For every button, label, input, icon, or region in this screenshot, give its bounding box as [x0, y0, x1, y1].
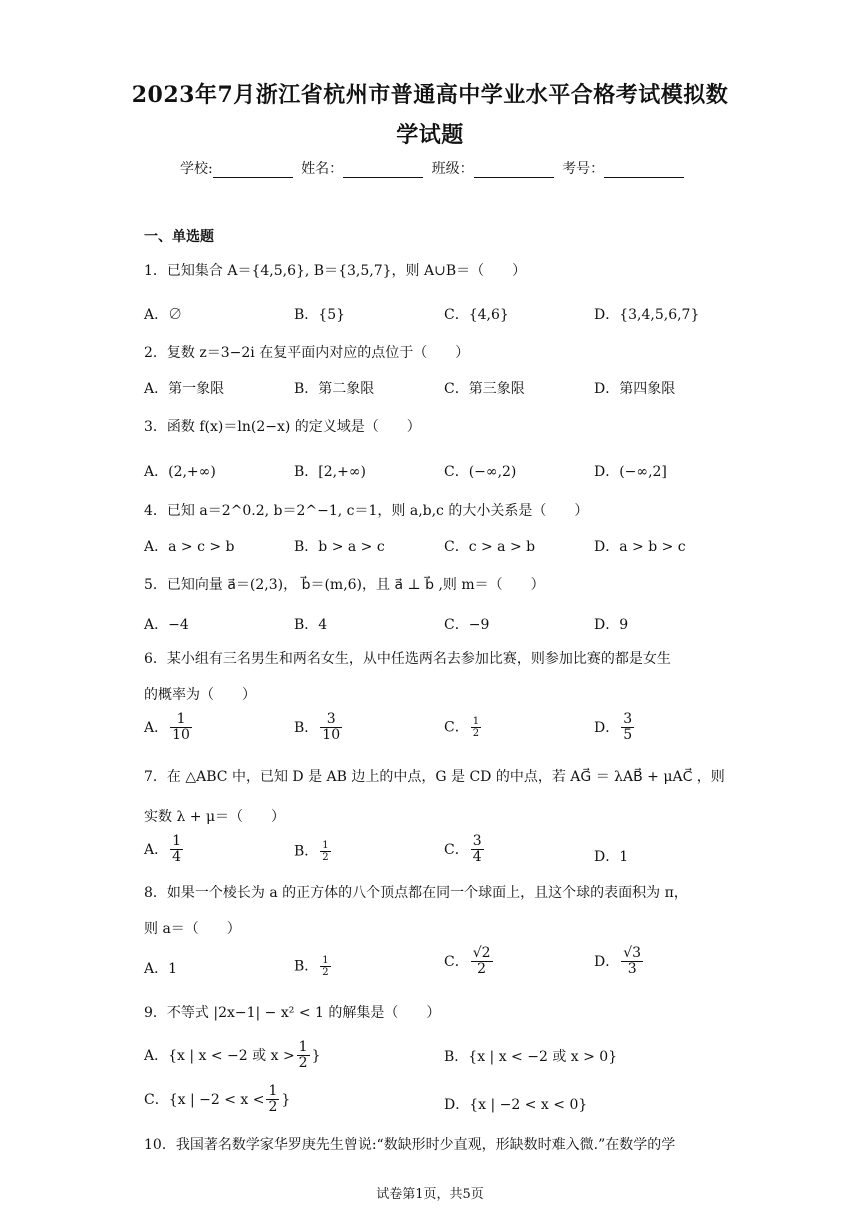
exam-no-blank — [604, 163, 684, 178]
q5-option-c: C．−9 — [444, 617, 490, 633]
q8-option-d-label: D． — [594, 953, 620, 970]
q9-option-a — [144, 1040, 321, 1072]
numerator: 3 — [326, 711, 336, 727]
q2-option-c: C．第三象限 — [444, 381, 525, 397]
name-blank — [343, 163, 423, 178]
q6-option-d-fraction — [621, 712, 634, 744]
q1-option-d: D．{3,4,5,6,7} — [594, 307, 700, 323]
q4-option-b: B．b > a > c — [294, 539, 385, 555]
q5-option-d: D．9 — [594, 617, 629, 633]
q9-option-c-fraction — [266, 1084, 279, 1116]
q7-option-a-fraction — [170, 834, 183, 866]
section-heading: 一、单选题 — [144, 229, 214, 245]
question-9: 9．不等式 |2x−1| − x² < 1 的解集是（ ） — [144, 1005, 441, 1021]
q1-option-a: A．∅ — [144, 307, 183, 323]
q8-option-b — [294, 955, 333, 978]
question-7-line2: 实数 λ + μ＝（ ） — [144, 809, 286, 825]
numerator: 1 — [176, 711, 186, 727]
q6-option-c — [444, 716, 483, 739]
q1-option-b: B．{5} — [294, 307, 346, 323]
q6-option-b-fraction — [320, 712, 342, 744]
numerator: 1 — [172, 833, 182, 849]
school-label: 学校: — [180, 161, 213, 177]
q6-option-d-label: D． — [594, 719, 620, 736]
q3-option-c: C．(−∞,2) — [444, 464, 517, 480]
q6-option-d — [594, 712, 636, 744]
q9-option-c-close: } — [281, 1091, 291, 1108]
numerator: 3 — [623, 711, 633, 727]
numerator: 1 — [268, 1083, 278, 1099]
question-8-line1: 8．如果一个棱长为 a 的正方体的八个顶点都在同一个球面上，且这个球的表面积为 π， — [144, 885, 688, 901]
numerator: √2 — [472, 945, 491, 961]
q6-option-a — [144, 712, 194, 744]
question-6-line1: 6．某小组有三名男生和两名女生，从中任选两名去参加比赛，则参加比赛的都是女生 — [144, 651, 671, 667]
denominator: 2 — [471, 961, 493, 977]
question-1: 1．已知集合 A＝{4,5,6}, B＝{3,5,7}，则 A∪B＝（ ） — [144, 263, 527, 279]
q4-option-d: D．a > b > c — [594, 539, 686, 555]
q8-option-a: A．1 — [144, 961, 178, 977]
q9-option-c-label: C．{x | −2 < x < — [144, 1091, 265, 1108]
denominator: 10 — [322, 727, 341, 744]
name-label: 姓名： — [301, 161, 344, 177]
page-footer: 试卷第1页，共5页 — [376, 1187, 484, 1202]
question-10: 10．我国著名数学家华罗庚先生曾说:“数缺形时少直观，形缺数时难入微.”在数学的学 — [144, 1137, 676, 1153]
q9-option-b: B．{x | x < −2 或 x > 0} — [444, 1049, 618, 1065]
q9-option-a-label: A．{x | x < −2 或 x > — [144, 1047, 295, 1064]
q9-option-a-close: } — [311, 1047, 321, 1064]
exam-title-line1: 2023年7月浙江省杭州市普通高中学业水平合格考试模拟数 — [131, 82, 729, 108]
q2-option-d: D．第四象限 — [594, 381, 676, 397]
q8-option-d — [594, 946, 645, 978]
q6-option-a-label: A． — [144, 719, 169, 736]
q1-option-c: C．{4,6} — [444, 307, 509, 323]
question-4: 4．已知 a＝2^0.2, b＝2^−1, c＝1，则 a,b,c 的大小关系是（ ） — [144, 503, 589, 519]
q4-option-c: C．c > a > b — [444, 539, 536, 555]
denominator: 5 — [623, 727, 633, 744]
q7-option-c-label: C． — [444, 841, 469, 858]
denominator: 3 — [621, 961, 643, 977]
numerator: 1 — [472, 716, 480, 727]
q3-option-b: B．[2,+∞) — [294, 464, 366, 480]
q7-option-b-fraction — [320, 840, 330, 863]
question-2: 2．复数 z＝3−2i 在复平面内对应的点位于（ ） — [144, 345, 470, 361]
denominator: 2 — [268, 1099, 278, 1116]
q2-option-b: B．第二象限 — [294, 381, 375, 397]
denominator: 2 — [322, 967, 329, 978]
exam-no-label: 考号： — [562, 161, 605, 177]
q3-option-d: D．(−∞,2] — [594, 464, 667, 480]
q5-option-b: B．4 — [294, 617, 328, 633]
denominator: 2 — [472, 728, 480, 739]
q7-option-b — [294, 840, 333, 863]
denominator: 10 — [172, 727, 190, 744]
numerator: 1 — [322, 955, 329, 966]
q6-option-a-fraction — [170, 712, 192, 744]
question-8-line2: 则 a＝（ ） — [144, 921, 241, 937]
q9-option-a-fraction — [297, 1040, 310, 1072]
q5-option-a: A．−4 — [144, 617, 189, 633]
class-blank — [474, 163, 554, 178]
q7-option-b-label: B． — [294, 843, 319, 860]
q7-option-a-label: A． — [144, 841, 169, 858]
q9-option-d: D．{x | −2 < x < 0} — [444, 1097, 588, 1113]
q8-option-d-fraction — [621, 946, 643, 978]
student-info-row — [180, 158, 688, 178]
q6-option-b-label: B． — [294, 719, 319, 736]
q9-option-c — [144, 1084, 290, 1116]
q6-option-c-label: C． — [444, 719, 469, 736]
exam-title-line2: 学试题 — [396, 122, 464, 148]
class-label: 班级： — [431, 161, 474, 177]
q7-option-c — [444, 834, 486, 866]
numerator: 1 — [322, 840, 329, 851]
numerator: √3 — [623, 945, 642, 961]
question-7-line1: 7．在 △ABC 中，已知 D 是 AB 边上的中点，G 是 CD 的中点，若 AG⃗ ＝ λAB⃗ + μAC⃗ ，则 — [144, 769, 725, 785]
q3-option-a: A．(2,+∞) — [144, 464, 216, 480]
question-6-line2: 的概率为（ ） — [144, 687, 256, 703]
denominator: 4 — [472, 849, 482, 866]
denominator: 2 — [322, 852, 329, 863]
question-5: 5．已知向量 a⃗＝(2,3)， b⃗＝(m,6)，且 a⃗ ⊥ b⃗ ,则 m＝（ ） — [144, 577, 545, 593]
denominator: 2 — [298, 1055, 308, 1072]
numerator: 3 — [472, 833, 482, 849]
q6-option-c-fraction — [471, 716, 481, 739]
q2-option-a: A．第一象限 — [144, 381, 225, 397]
q8-option-b-label: B． — [294, 958, 319, 975]
q6-option-b — [294, 712, 344, 744]
q7-option-c-fraction — [471, 834, 484, 866]
q8-option-c-label: C． — [444, 953, 469, 970]
numerator: 1 — [298, 1039, 308, 1055]
q7-option-a — [144, 834, 185, 866]
q8-option-c — [444, 946, 495, 978]
school-blank — [213, 163, 293, 178]
q4-option-a: A．a > c > b — [144, 539, 235, 555]
question-3: 3．函数 f(x)＝ln(2−x) 的定义域是（ ） — [144, 419, 421, 435]
q8-option-b-fraction — [320, 955, 330, 978]
q8-option-c-fraction — [471, 946, 493, 978]
q7-option-d: D．1 — [594, 849, 629, 865]
denominator: 4 — [172, 849, 182, 866]
